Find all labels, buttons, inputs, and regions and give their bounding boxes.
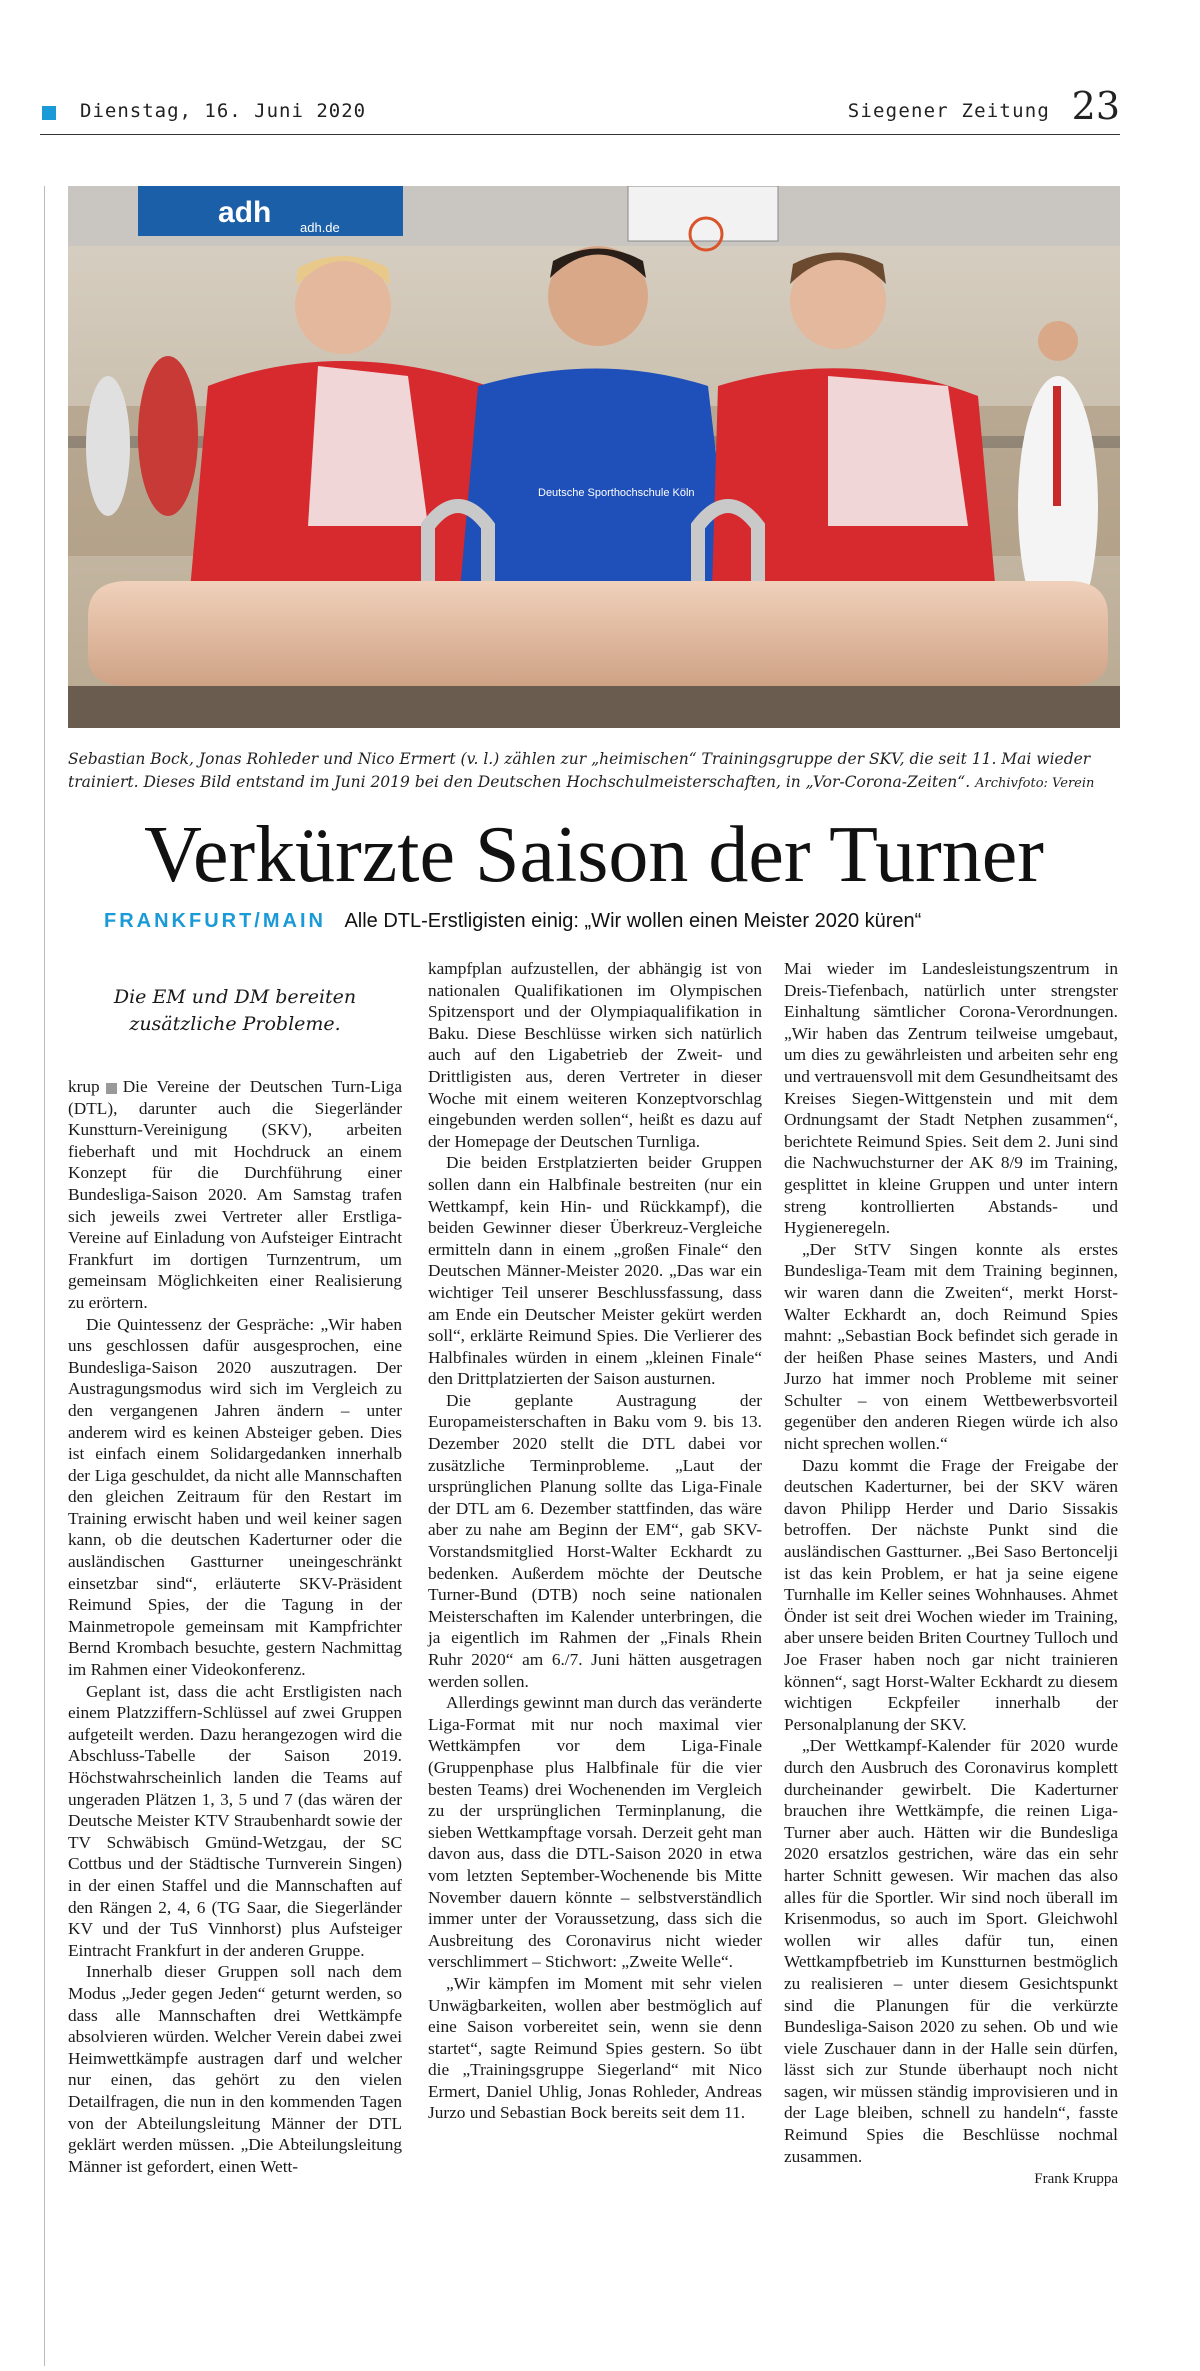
article-subhead: Alle DTL-Erstligisten einig: „Wir wollen einen Meister 2020 küren“ [344, 910, 922, 932]
kicker [68, 984, 402, 1038]
kicker-line-2: zusätzliche Probleme. [129, 1013, 341, 1035]
paragraph: „Der StTV Singen konnte als erstes Bundesliga-Team mit dem Training beginnen, wir waren dann die Zweiten“, merkt Horst-Walter Eckhardt an, doch Reimund Spies mahnt: „Sebastian Bock befindet sich gerade in der heißen Phase seines Masters, und Andi Jurzo hat immer noch Probleme mit seiner Schulter – von einem Wettbewerbsvorteil gegenüber den anderen Riegen würde ich also nicht sprechen wollen.“ [784, 1239, 1118, 1454]
dateline-location: FRANKFURT/MAIN [104, 910, 326, 932]
caption-text: Sebastian Bock, Jonas Rohleder und Nico Ermert (v. l.) zählen zur „heimischen“ Trainingsgruppe der SKV, die seit 11. Mai wieder trainiert. Dieses Bild entstand im Juni 2019 bei den Deutschen Hochschulmeisterschaften, in „Vor-Corona-Zeiten“. [68, 750, 1091, 791]
paragraph: Mai wieder im Landesleistungszentrum in Dreis-Tiefenbach, natürlich unter strengster Einhaltung sämtlicher Corona-Verordnungen. „Wir haben das Zentrum teilweise umgebaut, um dies zu gewährleisten und arbeiten sehr eng und vertrauensvoll mit dem Gesundheitsamt des Kreises Siegen-Wittgenstein und mit dem Ordnungsamt der Stadt Netphen zusammen“, berichtete Reimund Spies. Seit dem 2. Juni sind die Nachwuchsturner der AK 8/9 im Training, gesplittet in kleine Gruppen und unter intern streng kontrollierten Abstands- und Hygieneregeln. [784, 959, 1118, 1238]
article-column-3 [784, 958, 1118, 2191]
paragraph: Dazu kommt die Frage der Freigabe der deutschen Kaderturner, bei der SKV wären davon Philipp Herder und Dario Sissakis betroffen. Der nächste Punkt sind die ausländischen Gastturner. „Bei Saso Bertoncelji ist das kein Problem, er hat ja seine eigene Turnhalle im Keller seines Wohnhauses. Ahmet Önder ist seit drei Wochen wieder im Training, aber unsere beiden Briten Courtney Tulloch und Joe Fraser haben noch gar nicht trainieren können“, sagt Horst-Walter Eckhardt zu diesem wichtigen Eckpfeiler innerhalb der Personalplanung der SKV. [784, 1455, 1118, 1734]
paragraph: Die beiden Erstplatzierten beider Gruppen sollen dann ein Halbfinale bestreiten (nur ein Wettkampf, kein Hin- und Rückkampf), die beiden Gewinner dieser Überkreuz-Vergleiche ermitteln dann in einem „großen Finale“ den Deutschen Männer-Meister 2020. „Das war ein wichtiger Teil unserer Beschlussfassung, dass am Ende ein Deutscher Meister gekürt werden soll“, erklärte Reimund Spies. Die Verlierer des Halbfinales würden in einem „kleinen Finale“ den Drittplatzierten der Saison austurnen. [428, 1153, 762, 1389]
article-photo [68, 186, 1120, 728]
paragraph: Geplant ist, dass die acht Erstligisten nach einem Platzziffern-Schlüssel auf zwei Gruppen aufgeteilt werden. Dazu herangezogen wird die Abschluss-Tabelle der Saison 2019. Höchstwahrscheinlich landen die Teams auf ungeraden Plätzen 1, 3, 5 und 7 (das wären der Deutsche Meister KTV Straubenhardt sowie der TV Schwäbisch Gmünd-Wetzgau, der SC Cottbus und der Städtische Turnverein Singen) in der einen Staffel und die Mannschaften auf den Rängen 2, 4, 6 (TG Saar, die Siegerländer KV und der TuS Vinnhorst) plus Aufsteiger Eintracht Frankfurt in der anderen Gruppe. [68, 1681, 402, 1960]
article-column-2 [428, 958, 762, 2124]
bg-person-left [86, 376, 130, 516]
adh-banner-logo: adh [218, 196, 272, 229]
paragraph: Innerhalb dieser Gruppen soll nach dem Modus „Jeder gegen Jeden“ geturnt werden, so dass alle Mannschaften drei Wettkämpfe absolvieren würden. Welcher Verein dabei zwei Heimwettkämpfe austragen darf und welcher nur einen, das gehört zu den vielen Detailfragen, die nun in den kommenden Tagen von der Abteilungsleitung Männer der DTL geklärt werden müssen. „Die Abteilungsleitung Männer ist gefordert, einen Wett- [68, 1962, 402, 2176]
pommel-horse [88, 581, 1108, 686]
paragraph: „Der Wettkampf-Kalender für 2020 wurde durch den Ausbruch des Coronavirus komplett durcheinander gewirbelt. Die Kaderturner brauchen ihre Wettkämpfe, die reinen Liga-Turner aber auch. Hätten wir die Bundesliga 2020 ersatzlos gestrichen, wäre das ein sehr harter Schnitt gewesen. Wir machen das also alles für die Sportler. Wir sind noch überall im Krisenmodus, so auch im Sport. Gleichwohl wollen wir alles dafür tun, einen Wettkampfbetrieb im Kunstturnen bestmöglich zu realisieren – unter diesem Gesichtspunkt sind die Planungen für die verkürzte Bundesliga-Saison 2020 zu sehen. Ob und wie viele Zuschauer dann in der Halle sein dürfen, lässt sich zur Stunde überhaupt noch nicht sagen, wir müssen ständig improvisieren und in der Lage bleiben, schnell zu handeln“, fasste Reimund Spies die Beschlüsse nochmal zusammen. [784, 1736, 1118, 2166]
author-tag: krup [68, 1077, 100, 1096]
paragraph: Die Quintessenz der Gespräche: „Wir haben uns geschlossen dafür ausgesprochen, eine Bundesliga-Saison 2020 auszutragen. Der Austragungsmodus wird sich im Vergleich zu den vergangenen Jahren ändern – unter anderem wird es keinen Absteiger geben. Dies ist einfach einem Solidargedanken innerhalb der Liga geschuldet, da nicht alle Mannschaften den gleichen Zeitraum für den Restart im Training erwischt haben und weil keiner sagen kann, ob die deutschen Kaderturner oder die ausländischen Gastturner uneingeschränkt einsetzbar sind“, erläuterte SKV-Präsident Reimund Spies, der die Tagung in der Mainmetropole gemeinsam mit Kampfrichter Bernd Krombach besuchte, gestern Nachmittag im Rahmen einer Videokonferenz. [68, 1314, 402, 1680]
paragraph: kampfplan aufzustellen, der abhängig ist von nationalen Qualifikationen im Olympischen Spitzensport und der Olympiaqualifikation in Baku. Diese Beschlüsse wirken sich natürlich auch auf den Ligabetrieb der Zweit- und Drittligisten aus, deren Vertreter in dieser Woche mit einem weiteren Konzeptvorschlag eingebunden werden sollen“, heißt es dazu auf der Homepage der Deutschen Turnliga. [428, 959, 762, 1151]
issue-date: Dienstag, 16. Juni 2020 [80, 100, 367, 122]
article-headline: Verkürzte Saison der Turner [144, 811, 1044, 899]
author-marker [106, 1083, 117, 1094]
left-margin-rule [44, 186, 45, 2366]
gymnasts-photo-illustration [68, 186, 1120, 728]
page-number: 23 [1071, 84, 1120, 128]
photo-caption [68, 748, 1120, 795]
section-marker-square [42, 106, 56, 120]
article-column-1 [68, 958, 402, 2177]
photo-credit: Archivfoto: Verein [975, 776, 1095, 791]
paragraph [68, 1076, 402, 1314]
adh-banner-url: adh.de [300, 220, 340, 235]
article-author: Frank Kruppa [1034, 2171, 1118, 2188]
kicker-line-1: Die EM und DM bereiten [113, 986, 357, 1008]
newspaper-name: Siegener Zeitung [847, 100, 1050, 122]
dateline [104, 910, 1120, 933]
paragraph: „Wir kämpfen im Moment mit sehr vielen Unwägbarkeiten, wollen aber bestmöglich auf eine Saison vorbereitet sein, wenn sie denn startet“, sagte Reimund Spies gestern. So übt die „Trainingsgruppe Siegerland“ mit Nico Ermert, Daniel Uhlig, Jonas Rohleder, Andreas Jurzo und Sebastian Bock bereits seit dem 11. [428, 1973, 762, 2123]
page-header [40, 84, 1120, 135]
shirt-print: Deutsche Sporthochschule Köln [538, 487, 695, 499]
bg-person-red [138, 356, 198, 516]
paragraph-text: Die Vereine der Deutschen Turn-Liga (DTL), darunter auch die Siegerländer Kunstturn-Vereinigung (SKV), arbeiten fieberhaft und mit Hochdruck an einem Konzept für die Durchführung einer Bundesliga-Saison 2020. Am Samstag trafen sich jeweils zwei Vertreter aller Erstliga-Vereine auf Einladung von Aufsteiger Eintracht Frankfurt im dortigen Turnzentrum, um gemeinsam Möglichkeiten einer Realisierung zu erörtern. [68, 1077, 402, 1312]
paragraph: Die geplante Austragung der Europameisterschaften in Baku vom 9. bis 13. Dezember 2020 stellt die DTL dabei vor zusätzliche Terminprobleme. „Laut der ursprünglichen Planung sollte das Liga-Finale der DTL am 6. Dezember stattfinden, das wäre aber zu nahe am Beginn der EM“, gab SKV-Vorstandsmitglied Horst-Walter Eckhardt zu bedenken. Außerdem möchte der Deutsche Turner-Bund (DTB) noch seine nationalen Meisterschaften im Kalender unterbringen, die ja eigentlich im Rahmen der „Finals Rhein Ruhr 2020“ am 6./7. Juni hätten ausgetragen werden sollen. [428, 1390, 762, 1691]
paragraph: Allerdings gewinnt man durch das veränderte Liga-Format mit nur noch maximal vier Wettkämpfen vor dem Liga-Finale (Gruppenphase plus Halbfinale für die vier besten Teams) drei Wochenenden im Vergleich zu der ursprünglichen Terminplanung, die sieben Wettkampftage vorsah. Derzeit geht man davon aus, dass die DTL-Saison 2020 in etwa vom letzten September-Wochenende bis Mitte November dauern könnte – selbstverständlich immer unter der Voraussetzung, dass sich die Ausbreitung des Coronavirus nicht wieder verschlimmert – Stichwort: „Zweite Welle“. [428, 1693, 762, 1972]
